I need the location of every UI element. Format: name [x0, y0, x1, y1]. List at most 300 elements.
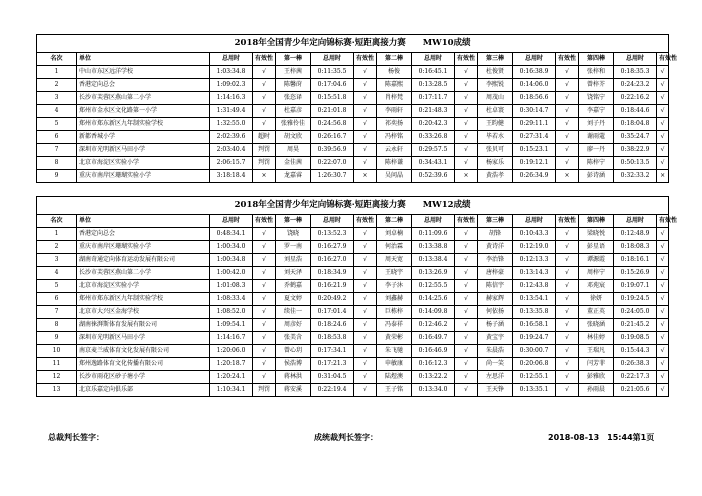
column-header-leg1-name: 第一棒 [276, 53, 311, 66]
cell-leg4-time: 0:21:05.6 [614, 384, 657, 397]
cell-leg1-time: 0:16:27.0 [311, 254, 354, 267]
cell-rank: 3 [37, 254, 77, 267]
cell-leg3-time: 0:13:35.1 [513, 384, 556, 397]
cell-leg4-validity: √ [657, 118, 669, 131]
cell-leg4-validity: × [657, 170, 669, 183]
cell-rank: 12 [37, 371, 77, 384]
cell-leg1-validity: √ [354, 319, 377, 332]
cell-leg2-validity: √ [455, 371, 478, 384]
cell-unit: 北京市大兴区金海学校 [77, 306, 210, 319]
cell-leg2-time: 0:13:26.9 [412, 267, 455, 280]
cell-leg4-validity: √ [657, 293, 669, 306]
cell-leg2-name: 申敏康 [377, 358, 412, 371]
cell-leg2-name: 云永轩 [377, 144, 412, 157]
chief-judge-signature-label: 总裁判长签字： [48, 433, 104, 442]
cell-leg3-time: 0:30:00.7 [513, 345, 556, 358]
cell-validity: √ [253, 293, 276, 306]
table-row [37, 92, 669, 105]
cell-validity: √ [253, 254, 276, 267]
cell-leg4-validity: √ [657, 157, 669, 170]
cell-leg1-time: 0:24:56.8 [311, 118, 354, 131]
cell-unit: 香港定向总会 [77, 228, 210, 241]
cell-leg4-validity: √ [657, 66, 669, 79]
cell-leg2-time: 0:11:09.6 [412, 228, 455, 241]
cell-leg1-name: 王梓茜 [276, 66, 311, 79]
cell-leg4-validity: √ [657, 371, 669, 384]
cell-leg2-validity: √ [455, 105, 478, 118]
cell-leg2-name: 王晓宇 [377, 267, 412, 280]
cell-rank: 6 [37, 293, 77, 306]
cell-leg4-name: 梁晓悦 [579, 228, 614, 241]
cell-leg3-name: 王天铮 [478, 384, 513, 397]
cell-leg3-validity: √ [556, 118, 579, 131]
column-header-leg4-validity: 有效性 [657, 215, 669, 228]
cell-unit: 郑州市郑东新区九年制实验学校 [77, 118, 210, 131]
cell-validity: √ [253, 92, 276, 105]
cell-leg1-name: 续佳一 [276, 306, 311, 319]
print-datetime-page: 2018-08-13 15:44第1页 [548, 433, 655, 442]
cell-validity: √ [253, 241, 276, 254]
results-table [36, 34, 678, 397]
cell-leg2-validity: √ [455, 293, 478, 306]
cell-leg2-name: 陈嘉熙 [377, 79, 412, 92]
results-sheet [36, 34, 678, 397]
cell-leg3-time: 0:10:43.3 [513, 228, 556, 241]
cell-leg3-time: 0:16:38.9 [513, 66, 556, 79]
cell-rank: 7 [37, 306, 77, 319]
cell-leg4-name: 谭源霞 [579, 254, 614, 267]
gap-cell [37, 183, 669, 197]
cell-rank: 11 [37, 358, 77, 371]
cell-leg3-validity: √ [556, 358, 579, 371]
cell-leg2-validity: √ [455, 66, 478, 79]
cell-leg1-name: 陈馨莳 [276, 79, 311, 92]
cell-leg3-time: 0:19:12.1 [513, 157, 556, 170]
cell-leg4-name: 张晓涵 [579, 319, 614, 332]
cell-leg1-name: 曾心玥 [276, 345, 311, 358]
cell-leg2-time: 0:12:46.2 [412, 319, 455, 332]
cell-total-time: 1:00:34.8 [210, 254, 253, 267]
cell-leg3-name: 胡锋 [478, 228, 513, 241]
column-header-unit: 单位 [77, 215, 210, 228]
cell-leg1-time: 0:21:01.8 [311, 105, 354, 118]
cell-unit: 长沙市雨花区砂子塘小学 [77, 371, 210, 384]
cell-rank: 3 [37, 92, 77, 105]
table-row [37, 306, 669, 319]
cell-leg3-time: 0:18:56.6 [513, 92, 556, 105]
cell-leg1-time: 0:31:04.5 [311, 371, 354, 384]
cell-leg4-name: 谢雨蔻 [579, 131, 614, 144]
table-row [37, 345, 669, 358]
cell-unit: 郑州逸路体育文化传播有限公司 [77, 358, 210, 371]
cell-validity: × [253, 170, 276, 183]
cell-total-time: 1:10:34.1 [210, 384, 253, 397]
cell-leg2-time: 0:13:28.5 [412, 79, 455, 92]
cell-leg1-name: 蒋安溪 [276, 384, 311, 397]
cell-leg1-validity: √ [354, 228, 377, 241]
cell-leg2-time: 0:12:55.5 [412, 280, 455, 293]
cell-leg4-time: 0:18:44.6 [614, 105, 657, 118]
column-header-unit: 单位 [77, 53, 210, 66]
column-header-leg2-name: 第二棒 [377, 53, 412, 66]
cell-leg4-validity: √ [657, 105, 669, 118]
cell-unit: 长沙市芙蓉区燕山第二小学 [77, 92, 210, 105]
cell-leg4-validity: √ [657, 92, 669, 105]
column-header-rank: 名次 [37, 53, 77, 66]
cell-unit: 深圳市光明新区马田小学 [77, 332, 210, 345]
cell-rank: 4 [37, 267, 77, 280]
cell-validity: 超时 [253, 131, 276, 144]
cell-leg4-validity: √ [657, 241, 669, 254]
column-header-leg4-name: 第四棒 [579, 53, 614, 66]
cell-leg1-validity: √ [354, 66, 377, 79]
table-row [37, 170, 669, 183]
cell-unit: 重庆市南岸区珊瑚实验小学 [77, 241, 210, 254]
cell-rank: 5 [37, 118, 77, 131]
cell-leg2-name: 陆煜澳 [377, 371, 412, 384]
column-header-leg4-name: 第四棒 [579, 215, 614, 228]
cell-leg3-time: 0:26:34.9 [513, 170, 556, 183]
cell-leg3-name: 朱晨浩 [478, 345, 513, 358]
cell-leg4-name: 刘子丹 [579, 118, 614, 131]
cell-leg3-name: 赫家辉 [478, 293, 513, 306]
cell-leg2-time: 0:52:39.6 [412, 170, 455, 183]
cell-leg4-validity: √ [657, 319, 669, 332]
cell-leg4-name: 李嘉宁 [579, 105, 614, 118]
mw12-header-row [37, 215, 669, 228]
cell-leg4-validity: √ [657, 228, 669, 241]
column-header-rank: 名次 [37, 215, 77, 228]
cell-leg1-time: 0:17:21.3 [311, 358, 354, 371]
cell-leg4-time: 0:22:17.3 [614, 371, 657, 384]
cell-leg2-validity: √ [455, 241, 478, 254]
mw10-header-row [37, 53, 669, 66]
cell-leg2-validity: √ [455, 79, 478, 92]
cell-leg4-time: 0:15:44.3 [614, 345, 657, 358]
cell-leg1-name: 金佳茜 [276, 157, 311, 170]
cell-validity: √ [253, 306, 276, 319]
cell-total-time: 1:20:18.7 [210, 358, 253, 371]
cell-unit: 郑州市金水区文化路第一小学 [77, 105, 210, 118]
cell-validity: √ [253, 66, 276, 79]
cell-leg3-time: 0:12:43.8 [513, 280, 556, 293]
table-row [37, 228, 669, 241]
cell-leg4-time: 0:35:24.7 [614, 131, 657, 144]
cell-leg2-time: 0:16:45.1 [412, 66, 455, 79]
column-header-leg1-name: 第一棒 [276, 215, 311, 228]
cell-leg4-time: 0:22:16.2 [614, 92, 657, 105]
cell-leg2-name: 黄荣彬 [377, 332, 412, 345]
cell-leg1-validity: √ [354, 241, 377, 254]
cell-validity: √ [253, 118, 276, 131]
column-header-leg4-time: 总用时 [614, 53, 657, 66]
cell-leg1-time: 0:11:35.5 [311, 66, 354, 79]
cell-total-time: 1:08:52.0 [210, 306, 253, 319]
table-row [37, 384, 669, 397]
cell-leg2-time: 0:13:38.4 [412, 254, 455, 267]
cell-leg4-time: 0:19:24.5 [614, 293, 657, 306]
cell-rank: 6 [37, 131, 77, 144]
cell-total-time: 0:48:34.1 [210, 228, 253, 241]
cell-leg1-time: 0:13:52.3 [311, 228, 354, 241]
cell-leg1-validity: √ [354, 79, 377, 92]
cell-leg4-time: 0:19:07.1 [614, 280, 657, 293]
cell-unit: 中山市东区远洋学校 [77, 66, 210, 79]
cell-leg3-time: 0:30:14.7 [513, 105, 556, 118]
cell-leg4-name: 邓苑宸 [579, 280, 614, 293]
cell-leg3-name: 黄浩孝 [478, 170, 513, 183]
cell-validity: √ [253, 105, 276, 118]
cell-leg4-validity: √ [657, 384, 669, 397]
cell-leg1-name: 乔鹤嘉 [276, 280, 311, 293]
column-header-leg1-time: 总用时 [311, 53, 354, 66]
cell-leg3-validity: √ [556, 293, 579, 306]
table-row [37, 358, 669, 371]
cell-validity: 判罚 [253, 144, 276, 157]
cell-leg4-name: 彭诗涵 [579, 170, 614, 183]
cell-leg2-name: 刘鑫赫 [377, 293, 412, 306]
cell-leg3-validity: √ [556, 105, 579, 118]
cell-rank: 4 [37, 105, 77, 118]
cell-leg2-validity: √ [455, 118, 478, 131]
cell-leg4-name: 廖一丹 [579, 144, 614, 157]
cell-leg2-name: 肖梓梵 [377, 92, 412, 105]
cell-rank: 8 [37, 319, 77, 332]
cell-leg1-validity: √ [354, 293, 377, 306]
cell-leg1-validity: √ [354, 280, 377, 293]
cell-leg4-time: 0:18:16.1 [614, 254, 657, 267]
cell-total-time: 1:08:33.4 [210, 293, 253, 306]
cell-validity: √ [253, 319, 276, 332]
cell-leg3-time: 0:12:55.1 [513, 371, 556, 384]
cell-leg3-name: 李治锋 [478, 254, 513, 267]
table-row [37, 66, 669, 79]
table-row [37, 332, 669, 345]
cell-leg2-time: 0:17:11.7 [412, 92, 455, 105]
cell-leg1-validity: √ [354, 131, 377, 144]
table-row [37, 254, 669, 267]
table-row [37, 267, 669, 280]
cell-validity: √ [253, 371, 276, 384]
cell-leg2-name: 冯泰祥 [377, 319, 412, 332]
cell-leg1-name: 张恣译 [276, 92, 311, 105]
cell-leg1-time: 0:18:24.6 [311, 319, 354, 332]
cell-total-time: 1:20:24.1 [210, 371, 253, 384]
cell-leg4-time: 0:12:48.9 [614, 228, 657, 241]
cell-leg2-validity: √ [455, 157, 478, 170]
cell-leg2-time: 0:16:46.9 [412, 345, 455, 358]
cell-leg1-time: 0:17:01.4 [311, 306, 354, 319]
column-header-leg3-name: 第三棒 [478, 215, 513, 228]
cell-leg4-name: 王瑞凡 [579, 345, 614, 358]
cell-leg1-name: 饶晓 [276, 228, 311, 241]
cell-leg1-validity: √ [354, 144, 377, 157]
cell-validity: √ [253, 79, 276, 92]
cell-leg3-time: 0:15:23.1 [513, 144, 556, 157]
cell-leg2-validity: √ [455, 332, 478, 345]
table-row [37, 371, 669, 384]
cell-validity: √ [253, 280, 276, 293]
cell-leg4-time: 0:32:33.2 [614, 170, 657, 183]
cell-leg1-time: 0:26:16.7 [311, 131, 354, 144]
table-row [37, 157, 669, 170]
section-gap [37, 183, 669, 197]
cell-leg4-name: 孙雨晨 [579, 384, 614, 397]
cell-leg2-time: 0:13:38.8 [412, 241, 455, 254]
cell-leg3-time: 0:20:06.8 [513, 358, 556, 371]
cell-leg4-validity: √ [657, 131, 669, 144]
cell-leg4-name: 周梓宁 [579, 267, 614, 280]
table-row [37, 131, 669, 144]
cell-total-time: 1:14:16.3 [210, 92, 253, 105]
cell-validity: √ [253, 345, 276, 358]
cell-leg4-name: 彭雅欣 [579, 371, 614, 384]
cell-leg2-validity: √ [455, 384, 478, 397]
cell-leg3-name: 左思洋 [478, 371, 513, 384]
cell-rank: 10 [37, 345, 77, 358]
cell-leg1-name: 蒋林洪 [276, 371, 311, 384]
cell-leg2-time: 0:33:26.8 [412, 131, 455, 144]
cell-rank: 8 [37, 157, 77, 170]
cell-leg4-time: 0:50:13.5 [614, 157, 657, 170]
cell-leg1-validity: √ [354, 157, 377, 170]
cell-unit: 长沙市芙蓉区燕山第二小学 [77, 267, 210, 280]
cell-leg1-validity: √ [354, 254, 377, 267]
cell-leg3-validity: √ [556, 280, 579, 293]
cell-leg3-validity: √ [556, 345, 579, 358]
column-header-leg2-validity: 有效性 [455, 53, 478, 66]
cell-rank: 9 [37, 332, 77, 345]
cell-leg1-time: 0:17:34.1 [311, 345, 354, 358]
cell-leg1-name: 龙嘉睿 [276, 170, 311, 183]
cell-leg3-time: 0:19:24.7 [513, 332, 556, 345]
cell-rank: 1 [37, 228, 77, 241]
column-header-leg2-time: 总用时 [412, 215, 455, 228]
cell-validity: √ [253, 267, 276, 280]
cell-leg1-name: 张雅伶佳 [276, 118, 311, 131]
cell-leg4-time: 0:19:08.5 [614, 332, 657, 345]
cell-leg1-validity: √ [354, 118, 377, 131]
cell-leg2-time: 0:13:34.0 [412, 384, 455, 397]
cell-leg3-name: 尚一笑 [478, 358, 513, 371]
cell-leg3-name: 王昀健 [478, 118, 513, 131]
cell-leg4-time: 0:18:35.3 [614, 66, 657, 79]
column-header-validity: 有效性 [253, 215, 276, 228]
cell-leg4-time: 0:26:38.3 [614, 358, 657, 371]
cell-leg3-time: 0:13:14.3 [513, 267, 556, 280]
cell-leg4-validity: √ [657, 358, 669, 371]
cell-leg3-validity: √ [556, 131, 579, 144]
column-header-leg2-name: 第二棒 [377, 215, 412, 228]
cell-leg3-time: 0:13:54.1 [513, 293, 556, 306]
column-header-leg1-time: 总用时 [311, 215, 354, 228]
cell-unit: 重庆市南岸区珊瑚实验小学 [77, 170, 210, 183]
cell-leg2-name: 冯梓铭 [377, 131, 412, 144]
cell-leg1-time: 0:18:34.9 [311, 267, 354, 280]
cell-leg1-name: 刘星浩 [276, 254, 311, 267]
table-row [37, 144, 669, 157]
column-header-leg3-name: 第三棒 [478, 53, 513, 66]
cell-leg3-time: 0:16:58.1 [513, 319, 556, 332]
cell-leg3-validity: √ [556, 332, 579, 345]
cell-leg1-validity: √ [354, 306, 377, 319]
cell-leg4-time: 0:18:08.3 [614, 241, 657, 254]
cell-leg3-validity: × [556, 170, 579, 183]
mw10-title: 2018年全国青少年定向锦标赛·短距离接力赛 MW10成绩 [37, 35, 669, 53]
cell-leg2-name: 王子铭 [377, 384, 412, 397]
cell-leg3-validity: √ [556, 79, 579, 92]
mw12-title-row [37, 197, 669, 215]
column-header-leg4-time: 总用时 [614, 215, 657, 228]
cell-leg4-time: 0:24:05.0 [614, 306, 657, 319]
cell-leg1-name: 张美含 [276, 332, 311, 345]
cell-leg4-time: 0:38:22.9 [614, 144, 657, 157]
cell-leg3-validity: √ [556, 371, 579, 384]
cell-total-time: 1:32:55.0 [210, 118, 253, 131]
cell-leg4-name: 闫芳菲 [579, 358, 614, 371]
cell-leg3-name: 周茂山 [478, 92, 513, 105]
cell-total-time: 1:00:34.0 [210, 241, 253, 254]
cell-leg1-time: 0:22:19.4 [311, 384, 354, 397]
cell-leg2-validity: √ [455, 280, 478, 293]
cell-leg4-validity: √ [657, 345, 669, 358]
cell-leg1-time: 0:39:56.9 [311, 144, 354, 157]
cell-leg4-name: 董正英 [579, 306, 614, 319]
cell-leg1-validity: √ [354, 92, 377, 105]
table-row [37, 280, 669, 293]
cell-leg3-name: 杨子涵 [478, 319, 513, 332]
cell-leg2-time: 0:14:25.6 [412, 293, 455, 306]
cell-leg2-name: 刘卓楠 [377, 228, 412, 241]
cell-unit: 深圳市光明新区马田小学 [77, 144, 210, 157]
cell-leg4-validity: √ [657, 332, 669, 345]
cell-leg3-name: 杨家乐 [478, 157, 513, 170]
cell-leg1-time: 0:22:07.0 [311, 157, 354, 170]
cell-leg2-time: 0:20:42.3 [412, 118, 455, 131]
cell-leg2-validity: √ [455, 228, 478, 241]
cell-leg2-name: 祁奕扬 [377, 118, 412, 131]
cell-leg3-name: 杜卓寰 [478, 105, 513, 118]
table-row [37, 319, 669, 332]
column-header-leg4-validity: 有效性 [657, 53, 669, 66]
cell-leg3-validity: √ [556, 66, 579, 79]
cell-leg2-name: 朱飞驰 [377, 345, 412, 358]
cell-leg2-time: 0:14:09.8 [412, 306, 455, 319]
cell-leg3-validity: √ [556, 267, 579, 280]
cell-unit: 北京乐嘉定向俱乐部 [77, 384, 210, 397]
cell-leg4-name: 张梓和 [579, 66, 614, 79]
cell-leg2-time: 0:34:43.1 [412, 157, 455, 170]
cell-unit: 香港定向总会 [77, 79, 210, 92]
cell-validity: 判罚 [253, 384, 276, 397]
column-header-validity: 有效性 [253, 53, 276, 66]
cell-leg1-name: 周昊 [276, 144, 311, 157]
cell-rank: 2 [37, 79, 77, 92]
cell-rank: 5 [37, 280, 77, 293]
mw10-title-row [37, 35, 669, 53]
cell-total-time: 2:03:40.4 [210, 144, 253, 157]
table-row [37, 293, 669, 306]
cell-leg1-validity: √ [354, 384, 377, 397]
cell-total-time: 1:14:16.7 [210, 332, 253, 345]
cell-leg1-name: 周彦好 [276, 319, 311, 332]
cell-leg2-validity: √ [455, 319, 478, 332]
cell-leg1-validity: √ [354, 332, 377, 345]
cell-leg3-name: 黄诗洋 [478, 241, 513, 254]
column-header-leg1-validity: 有效性 [354, 53, 377, 66]
cell-leg2-time: 0:16:12.3 [412, 358, 455, 371]
cell-leg3-time: 0:13:35.8 [513, 306, 556, 319]
